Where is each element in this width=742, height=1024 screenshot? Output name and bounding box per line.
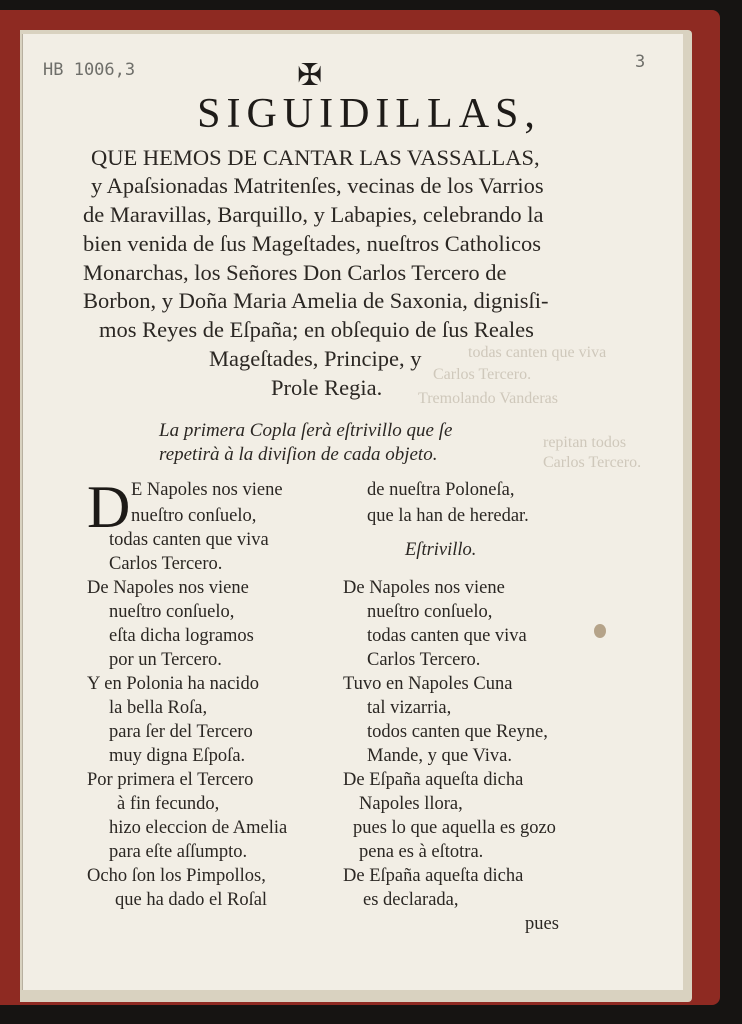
verse-line: De Eſpaña aqueſta dicha — [343, 770, 524, 790]
intro-line: bien venida de ſus Mageſtades, nueſtros Catholicos — [83, 231, 542, 256]
paper-stain — [594, 624, 606, 638]
verse-line: De Eſpaña aqueſta dicha — [343, 866, 524, 886]
bleed-through-text: Carlos Tercero. — [543, 454, 642, 471]
verse-line: E Napoles nos viene — [131, 480, 283, 500]
verse-line: Ocho ſon los Pimpollos, — [87, 866, 266, 886]
shelfmark-annotation: HB 1006,3 — [43, 60, 136, 80]
verse-line: para eſte aſſumpto. — [109, 842, 248, 862]
verse-line: à fin fecundo, — [117, 794, 220, 814]
verse-line: todas canten que viva — [367, 626, 527, 646]
estrivillo-heading: Eſtrivillo. — [405, 540, 477, 560]
verse-line: Carlos Tercero. — [367, 650, 481, 670]
intro-line: QUE HEMOS DE CANTAR LAS VASSALLAS, — [91, 145, 540, 170]
intro-line: Monarchas, los Señores Don Carlos Tercero de — [83, 260, 507, 285]
verse-line: que la han de heredar. — [367, 506, 529, 526]
verse-line: De Napoles nos viene — [87, 578, 249, 598]
verse-line: para ſer del Tercero — [109, 722, 253, 742]
rubric-line: repetirà à la diviſion de cada objeto. — [159, 444, 438, 465]
verse-line: De Napoles nos viene — [343, 578, 505, 598]
verse-line: por un Tercero. — [109, 650, 222, 670]
verse-line: la bella Roſa, — [109, 698, 208, 718]
book-page — [22, 34, 683, 990]
verse-line: es declarada, — [363, 890, 459, 910]
bleed-through-text: Tremolando Vanderas — [418, 390, 558, 407]
bleed-through-text: repitan todos — [543, 434, 627, 451]
intro-line: Mageſtades, Principe, y — [209, 346, 422, 371]
bleed-through-text: todas canten que viva — [468, 344, 607, 361]
verse-line: Mande, y que Viva. — [367, 746, 512, 766]
drop-cap: D — [87, 474, 131, 540]
verse-line: pena es à eſtotra. — [359, 842, 484, 862]
folio-number: 3 — [635, 52, 646, 72]
verse-line: pues lo que aquella es gozo — [353, 818, 556, 838]
verse-line: nueſtro conſuelo, — [367, 602, 493, 622]
bleed-through-text: Carlos Tercero. — [433, 366, 532, 383]
verse-line: nueſtro conſuelo, — [131, 506, 257, 526]
intro-line: y Apaſsionadas Matritenſes, vecinas de los Varrios — [91, 173, 544, 198]
verse-line: que ha dado el Roſal — [115, 890, 268, 910]
verse-line: eſta dicha logramos — [109, 626, 254, 646]
verse-line: todas canten que viva — [109, 530, 269, 550]
verse-line: Tuvo en Napoles Cuna — [343, 674, 513, 694]
rubric-line: La primera Copla ſerà eſtrivillo que ſe — [159, 420, 453, 441]
verse-line: hizo eleccion de Amelia — [109, 818, 288, 838]
verse-line: Carlos Tercero. — [109, 554, 223, 574]
intro-line: Prole Regia. — [271, 375, 383, 400]
intro-line: de Maravillas, Barquillo, y Labapies, celebrando la — [83, 202, 544, 227]
verse-line: nueſtro conſuelo, — [109, 602, 235, 622]
verse-line: Y en Polonia ha nacido — [87, 674, 259, 694]
verse-line: Napoles llora, — [359, 794, 463, 814]
page-title: SIGUIDILLAS, — [197, 91, 541, 137]
verse-line: muy digna Eſpoſa. — [109, 746, 246, 766]
maltese-cross-icon: ✠ — [297, 58, 323, 93]
catchword: pues — [525, 914, 559, 934]
verse-line: todos canten que Reyne, — [367, 722, 548, 742]
verse-line: de nueſtra Poloneſa, — [367, 480, 515, 500]
intro-line: mos Reyes de Eſpaña; en obſequio de ſus Reales — [99, 317, 534, 342]
intro-line: Borbon, y Doña Maria Amelia de Saxonia, dignisſi- — [83, 288, 549, 313]
verse-line: Por primera el Tercero — [87, 770, 254, 790]
verse-line: tal vizarria, — [367, 698, 452, 718]
